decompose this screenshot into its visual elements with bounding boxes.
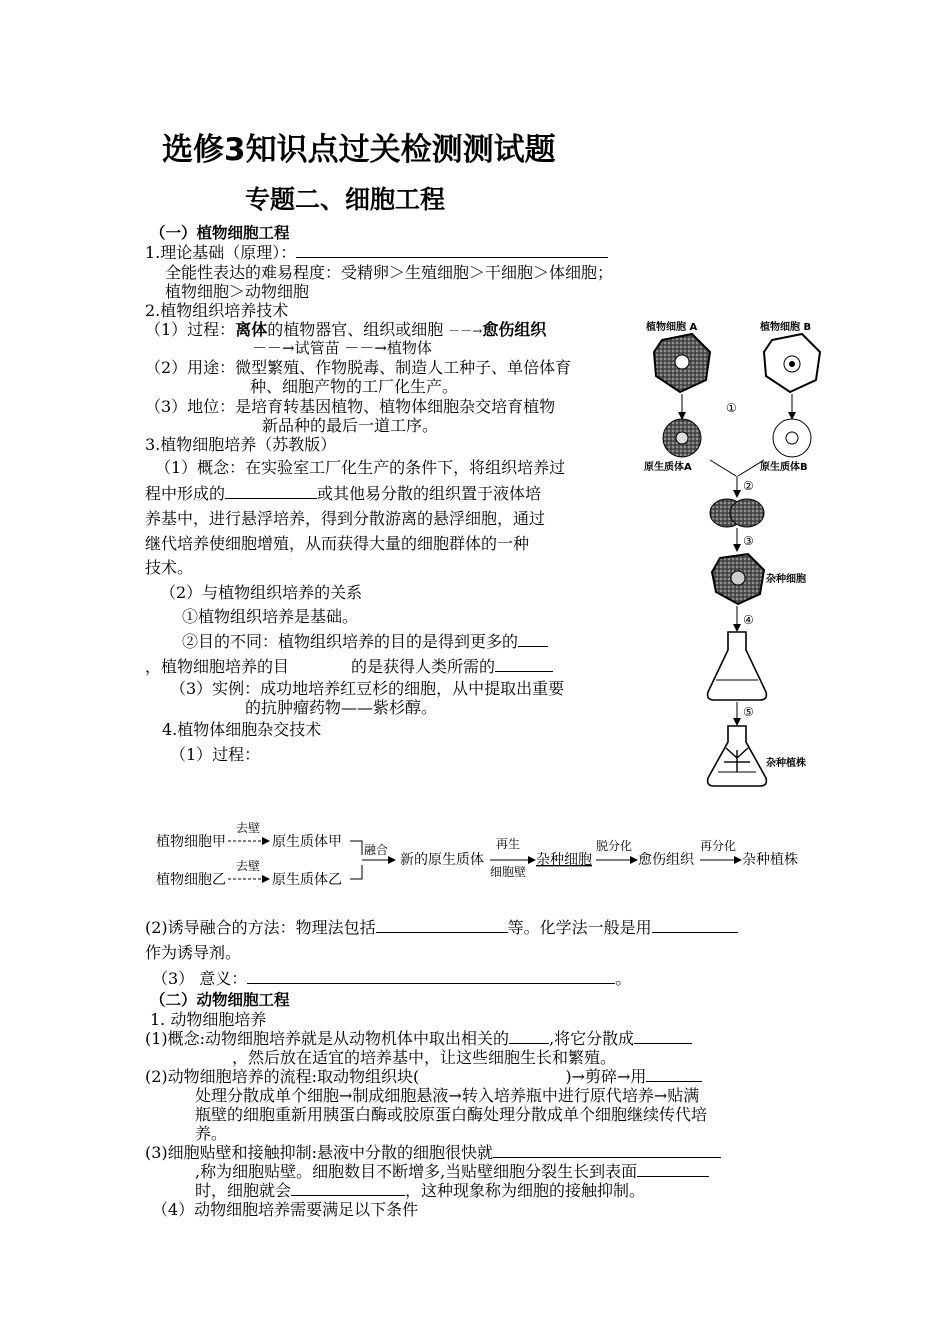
item-3-concept-1: （1）概念：在实验室工厂化生产的条件下，将组织培养过 bbox=[155, 458, 566, 477]
item-3-concept-4: 继代培养使细胞增殖，从而获得大量的细胞群体的一种 bbox=[145, 534, 530, 553]
flow-new-proto: 新的原生质体 bbox=[400, 852, 484, 868]
process-bold-callus: 愈伤组织 bbox=[482, 320, 547, 339]
item-4-significance bbox=[152, 967, 631, 991]
protoplast-b-nucleus bbox=[786, 432, 798, 444]
item-3-concept-5: 技术。 bbox=[145, 558, 194, 577]
blank-principle[interactable] bbox=[296, 243, 608, 258]
item-3-example-2: 的抗肿瘤药物——紫杉醇。 bbox=[245, 698, 438, 717]
item-2: 2.植物组织培养技术 bbox=[145, 301, 289, 320]
blank-concept[interactable] bbox=[225, 484, 317, 499]
label-protoplast-b: 原生质体B bbox=[760, 462, 808, 473]
label-hybrid-cell: 杂种细胞 bbox=[766, 574, 806, 585]
flow-cell-b: 植物细胞乙 bbox=[156, 872, 226, 888]
page-subtitle: 专题二、细胞工程 bbox=[245, 185, 446, 214]
item-3-relation-3 bbox=[145, 655, 553, 679]
flow-regen-1: 再生 bbox=[496, 837, 521, 851]
process-arrow: －－→ bbox=[448, 324, 483, 338]
flow-cell-a: 植物细胞甲 bbox=[156, 834, 226, 850]
item-4-fusion-methods-2: 作为诱导剂。 bbox=[145, 943, 242, 962]
concept-2a: 程中形成的 bbox=[145, 484, 226, 503]
animal-concept-1a: (1)概念:动物细胞培养就是从动物机体中取出相关的 bbox=[145, 1029, 510, 1048]
item-4-process: （1）过程： bbox=[170, 745, 261, 764]
item-2-process-line2: －－→试管苗 －－→植物体 bbox=[252, 339, 432, 357]
process-flowchart bbox=[150, 818, 810, 898]
significance-end: 。 bbox=[615, 969, 632, 988]
label-hybrid-plant: 杂种植株 bbox=[766, 758, 806, 769]
blank-enzyme[interactable] bbox=[646, 1067, 702, 1082]
animal-adherence-1 bbox=[145, 1143, 721, 1162]
animal-concept-1b: ,将它分散成 bbox=[549, 1029, 635, 1048]
flow-proto-a: 原生质体甲 bbox=[272, 834, 342, 850]
flow-hybrid-cell: 杂种细胞 bbox=[536, 852, 592, 868]
process-mid: 的植物器官、组织或细胞 bbox=[267, 320, 449, 339]
flow-dewall-a: 去壁 bbox=[236, 821, 261, 835]
blank-relation-2[interactable] bbox=[518, 632, 548, 647]
flow-rediff: 再分化 bbox=[700, 839, 737, 853]
item-3: 3.植物细胞培养（苏教版） bbox=[145, 435, 337, 454]
animal-flow-2: 处理分散成单个细胞→制成细胞悬液→转入培养瓶中进行原代培养→贴满 bbox=[195, 1086, 700, 1105]
step-4: ④ bbox=[743, 613, 754, 627]
flow-callus: 愈伤组织 bbox=[638, 852, 694, 868]
item-2-process bbox=[145, 320, 546, 341]
item-1b: 植物细胞＞动物细胞 bbox=[165, 282, 310, 301]
item-2-status-2: 新品种的最后一道工序。 bbox=[262, 416, 439, 435]
converge-left bbox=[710, 460, 736, 476]
blank-physical-method[interactable] bbox=[376, 918, 508, 933]
adherence-1a: (3)细胞贴壁和接触抑制:悬液中分散的细胞很快就 bbox=[145, 1143, 494, 1162]
animal-item-1: 1. 动物细胞培养 bbox=[150, 1010, 267, 1029]
blank-stop-dividing[interactable] bbox=[291, 1181, 405, 1196]
animal-flow-1b: )→剪碎→用 bbox=[565, 1067, 647, 1086]
label-cell-b: 植物细胞 B bbox=[760, 322, 812, 333]
animal-flow-1 bbox=[145, 1067, 702, 1086]
flask-1 bbox=[708, 632, 767, 700]
item-3-relation-1: ①植物组织培养是基础。 bbox=[182, 607, 359, 626]
item-4: 4.植物体细胞杂交技术 bbox=[162, 720, 322, 739]
adherence-2-text: ,称为细胞贴壁。细胞数目不断增多,当贴壁细胞分裂生长到表面 bbox=[195, 1162, 638, 1181]
process-bold-isolated: 离体 bbox=[235, 320, 268, 339]
blank-chemical-agent[interactable] bbox=[652, 918, 738, 933]
blank-tissue[interactable] bbox=[509, 1029, 549, 1044]
item-2-status-1: （3）地位：是培育转基因植物、植物体细胞杂交培育植物 bbox=[145, 397, 556, 416]
relation-2-text: ②目的不同：植物组织培养的目的是得到更多的 bbox=[182, 632, 519, 651]
animal-conditions: （4）动物细胞培养需要满足以下条件 bbox=[152, 1200, 419, 1219]
section-heading-plant: （一）植物细胞工程 bbox=[150, 224, 290, 242]
item-4-fusion-methods bbox=[145, 916, 738, 940]
step-5: ⑤ bbox=[743, 705, 754, 719]
animal-adherence-3 bbox=[195, 1181, 645, 1200]
hybridization-figure bbox=[640, 310, 840, 790]
item-3-example-1: （3）实例：成功地培养红豆杉的细胞，从中提取出重要 bbox=[170, 679, 565, 698]
flow-hybrid-plant: 杂种植株 bbox=[742, 852, 798, 868]
item-1-text: 1.理论基础（原理）： bbox=[145, 243, 297, 262]
section-heading-animal: （二）动物细胞工程 bbox=[150, 991, 290, 1009]
fusion-text-a: (2)诱导融合的方法：物理法包括 bbox=[145, 918, 376, 937]
flow-dewall-b: 去壁 bbox=[236, 859, 261, 873]
blank-single-cells[interactable] bbox=[634, 1029, 692, 1044]
item-3-concept-2 bbox=[145, 482, 541, 506]
animal-concept-2: ，然后放在适宜的培养基中，让这些细胞生长和繁殖。 bbox=[232, 1048, 617, 1067]
significance-label: （3） 意义： bbox=[152, 969, 248, 988]
relation-3b: 的是获得人类所需的 bbox=[351, 657, 496, 676]
item-2-use-1: （2）用途：微型繁殖、作物脱毒、制造人工种子、单倍体育 bbox=[145, 358, 572, 377]
flow-proto-b: 原生质体乙 bbox=[272, 872, 342, 888]
adherence-3a: 时，细胞就会 bbox=[195, 1181, 292, 1200]
step-2: ② bbox=[743, 479, 754, 493]
item-3-relation-2 bbox=[182, 630, 548, 654]
item-2-use-2: 种、细胞产物的工厂化生产。 bbox=[250, 377, 459, 396]
item-1 bbox=[145, 243, 608, 262]
item-3-concept-3: 养基中，进行悬浮培养，得到分散游离的悬浮细胞，通过 bbox=[145, 509, 546, 528]
adherence-3b: ，这种现象称为细胞的接触抑制。 bbox=[405, 1181, 646, 1200]
flow-bracket bbox=[350, 841, 362, 879]
fused-cell-right bbox=[730, 499, 764, 527]
animal-adherence-2 bbox=[195, 1162, 709, 1181]
process-prefix: （1）过程： bbox=[145, 320, 236, 339]
item-3-relation: （2）与植物组织培养的关系 bbox=[160, 583, 363, 602]
label-cell-a: 植物细胞 A bbox=[646, 322, 698, 333]
cell-b-nucleolus bbox=[789, 361, 795, 367]
animal-concept-1 bbox=[145, 1029, 692, 1048]
fusion-text-b: 等。化学法一般是用 bbox=[507, 918, 652, 937]
flow-fuse: 融合 bbox=[364, 843, 389, 857]
page-title: 选修3知识点过关检测测试题 bbox=[162, 132, 556, 168]
cell-a-nucleus bbox=[675, 355, 689, 369]
hybrid-cell-nucleus bbox=[731, 571, 745, 585]
item-1a: 全能性表达的难易程度：受精卵＞生殖细胞＞干细胞＞体细胞； bbox=[165, 263, 614, 282]
animal-flow-3: 瓶壁的细胞重新用胰蛋白酶或胶原蛋白酶处理分散成单个细胞继续传代培 bbox=[195, 1105, 708, 1124]
flow-dediff: 脱分化 bbox=[596, 839, 633, 853]
protoplast-a-nucleus bbox=[676, 432, 688, 444]
blank-adhere[interactable] bbox=[493, 1143, 721, 1158]
blank-relation-3[interactable] bbox=[495, 657, 553, 672]
blank-contact[interactable] bbox=[637, 1162, 709, 1177]
relation-3a: ，植物细胞培养的目 bbox=[145, 657, 290, 676]
flow-regen-2: 细胞壁 bbox=[490, 865, 527, 879]
animal-flow-4: 养。 bbox=[195, 1124, 228, 1143]
blank-significance[interactable] bbox=[247, 969, 615, 984]
concept-2b: 或其他易分散的组织置于液体培 bbox=[317, 484, 542, 503]
step-1: ① bbox=[726, 401, 737, 415]
animal-flow-1a: (2)动物细胞培养的流程:取动物组织块( bbox=[145, 1067, 420, 1086]
step-3: ③ bbox=[743, 534, 754, 548]
label-protoplast-a: 原生质体A bbox=[644, 462, 692, 473]
